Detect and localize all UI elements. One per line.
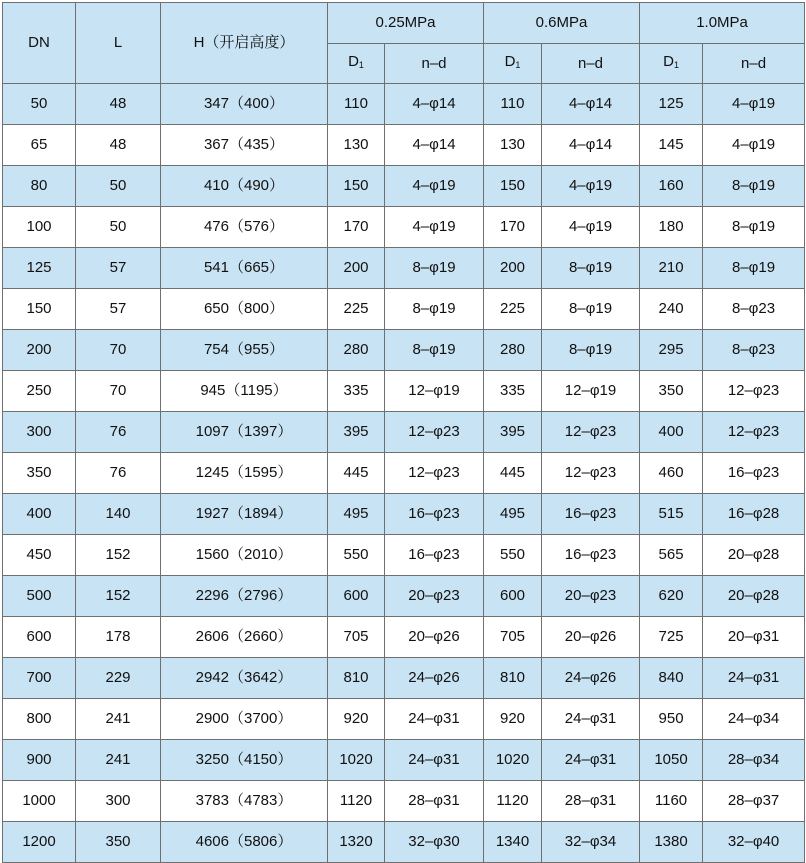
cell-l: 152 xyxy=(76,535,161,576)
header-d1 xyxy=(328,44,385,84)
cell-d1-10: 950 xyxy=(640,699,703,740)
dimension-table xyxy=(2,2,805,863)
cell-h: 2296（2796） xyxy=(161,576,328,617)
table-body xyxy=(3,84,805,863)
header-d1-subscript: 1 xyxy=(673,60,679,70)
cell-nd-06: 4–φ19 xyxy=(542,207,640,248)
header-group-0-6mpa: 0.6MPa xyxy=(484,3,640,44)
cell-nd-06: 4–φ14 xyxy=(542,125,640,166)
cell-d1-06: 200 xyxy=(484,248,542,289)
cell-dn: 100 xyxy=(3,207,76,248)
cell-nd-025: 20–φ26 xyxy=(385,617,484,658)
cell-l: 48 xyxy=(76,125,161,166)
cell-d1-06: 705 xyxy=(484,617,542,658)
cell-d1-10: 180 xyxy=(640,207,703,248)
cell-nd-10: 20–φ28 xyxy=(703,576,805,617)
cell-dn: 1000 xyxy=(3,781,76,822)
cell-h: 1927（1894） xyxy=(161,494,328,535)
table-header xyxy=(3,3,805,84)
cell-d1-06: 280 xyxy=(484,330,542,371)
cell-nd-025: 8–φ19 xyxy=(385,248,484,289)
header-d1-main: D xyxy=(663,53,674,70)
cell-h: 945（1195） xyxy=(161,371,328,412)
cell-nd-025: 4–φ19 xyxy=(385,207,484,248)
cell-d1-025: 395 xyxy=(328,412,385,453)
cell-dn: 65 xyxy=(3,125,76,166)
cell-nd-06: 24–φ31 xyxy=(542,699,640,740)
cell-d1-025: 335 xyxy=(328,371,385,412)
cell-nd-10: 4–φ19 xyxy=(703,125,805,166)
cell-nd-10: 8–φ19 xyxy=(703,166,805,207)
header-d1-main: D xyxy=(504,53,516,70)
table-row xyxy=(3,166,805,207)
cell-d1-025: 1020 xyxy=(328,740,385,781)
cell-dn: 400 xyxy=(3,494,76,535)
cell-d1-06: 225 xyxy=(484,289,542,330)
table-row xyxy=(3,330,805,371)
cell-nd-06: 24–φ31 xyxy=(542,740,640,781)
table-row xyxy=(3,248,805,289)
cell-nd-025: 28–φ31 xyxy=(385,781,484,822)
cell-d1-10: 515 xyxy=(640,494,703,535)
cell-nd-025: 12–φ23 xyxy=(385,412,484,453)
cell-dn: 600 xyxy=(3,617,76,658)
cell-l: 57 xyxy=(76,248,161,289)
cell-d1-06: 395 xyxy=(484,412,542,453)
cell-d1-10: 240 xyxy=(640,289,703,330)
table-row xyxy=(3,781,805,822)
table-row xyxy=(3,453,805,494)
cell-h: 650（800） xyxy=(161,289,328,330)
header-group-1-0mpa: 1.0MPa xyxy=(640,3,805,44)
cell-nd-06: 28–φ31 xyxy=(542,781,640,822)
cell-l: 70 xyxy=(76,371,161,412)
cell-d1-025: 810 xyxy=(328,658,385,699)
cell-l: 152 xyxy=(76,576,161,617)
cell-nd-10: 8–φ23 xyxy=(703,330,805,371)
cell-nd-025: 32–φ30 xyxy=(385,822,484,863)
cell-dn: 450 xyxy=(3,535,76,576)
table-row xyxy=(3,207,805,248)
cell-nd-025: 8–φ19 xyxy=(385,289,484,330)
cell-nd-025: 16–φ23 xyxy=(385,494,484,535)
cell-dn: 80 xyxy=(3,166,76,207)
cell-d1-10: 460 xyxy=(640,453,703,494)
cell-dn: 125 xyxy=(3,248,76,289)
table-row xyxy=(3,494,805,535)
cell-dn: 500 xyxy=(3,576,76,617)
cell-nd-06: 12–φ23 xyxy=(542,412,640,453)
cell-d1-10: 620 xyxy=(640,576,703,617)
cell-d1-10: 350 xyxy=(640,371,703,412)
cell-dn: 300 xyxy=(3,412,76,453)
header-d1-subscript: 1 xyxy=(515,60,521,70)
cell-dn: 200 xyxy=(3,330,76,371)
cell-d1-025: 920 xyxy=(328,699,385,740)
cell-nd-10: 4–φ19 xyxy=(703,84,805,125)
header-h: H（开启高度） xyxy=(161,3,328,84)
cell-l: 241 xyxy=(76,699,161,740)
cell-nd-06: 20–φ23 xyxy=(542,576,640,617)
cell-d1-06: 110 xyxy=(484,84,542,125)
cell-nd-06: 20–φ26 xyxy=(542,617,640,658)
cell-d1-06: 810 xyxy=(484,658,542,699)
cell-h: 4606（5806） xyxy=(161,822,328,863)
cell-nd-025: 16–φ23 xyxy=(385,535,484,576)
cell-d1-10: 840 xyxy=(640,658,703,699)
cell-l: 178 xyxy=(76,617,161,658)
cell-d1-10: 1160 xyxy=(640,781,703,822)
cell-nd-025: 12–φ23 xyxy=(385,453,484,494)
cell-nd-10: 20–φ31 xyxy=(703,617,805,658)
cell-dn: 700 xyxy=(3,658,76,699)
cell-l: 50 xyxy=(76,207,161,248)
table-row xyxy=(3,371,805,412)
header-d1-main: D xyxy=(348,53,359,70)
cell-l: 350 xyxy=(76,822,161,863)
header-l: L xyxy=(76,3,161,84)
header-group-0-25mpa: 0.25MPa xyxy=(328,3,484,44)
cell-h: 541（665） xyxy=(161,248,328,289)
cell-nd-10: 8–φ19 xyxy=(703,248,805,289)
cell-l: 70 xyxy=(76,330,161,371)
cell-l: 48 xyxy=(76,84,161,125)
table-row xyxy=(3,289,805,330)
cell-nd-06: 16–φ23 xyxy=(542,494,640,535)
header-d1-subscript: 1 xyxy=(358,60,364,70)
cell-d1-10: 295 xyxy=(640,330,703,371)
cell-d1-06: 1340 xyxy=(484,822,542,863)
cell-d1-10: 1050 xyxy=(640,740,703,781)
table-row xyxy=(3,740,805,781)
cell-dn: 900 xyxy=(3,740,76,781)
cell-nd-06: 4–φ14 xyxy=(542,84,640,125)
cell-nd-06: 8–φ19 xyxy=(542,289,640,330)
cell-nd-10: 20–φ28 xyxy=(703,535,805,576)
cell-dn: 50 xyxy=(3,84,76,125)
table-row xyxy=(3,412,805,453)
cell-d1-025: 150 xyxy=(328,166,385,207)
cell-d1-06: 170 xyxy=(484,207,542,248)
cell-dn: 1200 xyxy=(3,822,76,863)
cell-l: 50 xyxy=(76,166,161,207)
header-row-top xyxy=(3,3,805,44)
cell-d1-025: 495 xyxy=(328,494,385,535)
cell-nd-06: 4–φ19 xyxy=(542,166,640,207)
cell-nd-06: 8–φ19 xyxy=(542,248,640,289)
header-nd: n–d xyxy=(703,44,805,84)
cell-d1-025: 130 xyxy=(328,125,385,166)
cell-d1-025: 445 xyxy=(328,453,385,494)
cell-nd-025: 24–φ26 xyxy=(385,658,484,699)
cell-l: 76 xyxy=(76,412,161,453)
cell-h: 754（955） xyxy=(161,330,328,371)
cell-nd-06: 8–φ19 xyxy=(542,330,640,371)
cell-d1-06: 445 xyxy=(484,453,542,494)
cell-nd-10: 8–φ23 xyxy=(703,289,805,330)
cell-d1-06: 495 xyxy=(484,494,542,535)
cell-d1-10: 1380 xyxy=(640,822,703,863)
cell-h: 410（490） xyxy=(161,166,328,207)
cell-dn: 800 xyxy=(3,699,76,740)
cell-dn: 250 xyxy=(3,371,76,412)
cell-h: 3783（4783） xyxy=(161,781,328,822)
cell-dn: 150 xyxy=(3,289,76,330)
table-row xyxy=(3,658,805,699)
cell-nd-10: 24–φ31 xyxy=(703,658,805,699)
cell-nd-06: 16–φ23 xyxy=(542,535,640,576)
cell-d1-10: 145 xyxy=(640,125,703,166)
cell-d1-025: 200 xyxy=(328,248,385,289)
cell-nd-025: 4–φ19 xyxy=(385,166,484,207)
cell-nd-10: 16–φ23 xyxy=(703,453,805,494)
cell-nd-06: 24–φ26 xyxy=(542,658,640,699)
table-row xyxy=(3,535,805,576)
cell-d1-06: 335 xyxy=(484,371,542,412)
cell-h: 3250（4150） xyxy=(161,740,328,781)
cell-d1-10: 400 xyxy=(640,412,703,453)
table-row xyxy=(3,822,805,863)
cell-d1-025: 280 xyxy=(328,330,385,371)
cell-h: 2900（3700） xyxy=(161,699,328,740)
cell-d1-06: 600 xyxy=(484,576,542,617)
cell-d1-06: 150 xyxy=(484,166,542,207)
cell-nd-025: 20–φ23 xyxy=(385,576,484,617)
cell-h: 476（576） xyxy=(161,207,328,248)
dimension-table-sheet xyxy=(2,2,805,863)
cell-d1-025: 225 xyxy=(328,289,385,330)
cell-h: 367（435） xyxy=(161,125,328,166)
cell-h: 1560（2010） xyxy=(161,535,328,576)
cell-d1-10: 125 xyxy=(640,84,703,125)
cell-h: 2942（3642） xyxy=(161,658,328,699)
cell-nd-025: 24–φ31 xyxy=(385,740,484,781)
table-row xyxy=(3,125,805,166)
cell-h: 1245（1595） xyxy=(161,453,328,494)
cell-d1-025: 170 xyxy=(328,207,385,248)
header-nd: n–d xyxy=(385,44,484,84)
cell-l: 300 xyxy=(76,781,161,822)
cell-nd-10: 12–φ23 xyxy=(703,412,805,453)
cell-d1-06: 1020 xyxy=(484,740,542,781)
cell-dn: 350 xyxy=(3,453,76,494)
cell-d1-06: 1120 xyxy=(484,781,542,822)
header-dn: DN xyxy=(3,3,76,84)
cell-d1-10: 565 xyxy=(640,535,703,576)
cell-l: 241 xyxy=(76,740,161,781)
cell-nd-025: 4–φ14 xyxy=(385,84,484,125)
cell-nd-10: 16–φ28 xyxy=(703,494,805,535)
cell-d1-06: 920 xyxy=(484,699,542,740)
cell-nd-10: 8–φ19 xyxy=(703,207,805,248)
cell-d1-10: 725 xyxy=(640,617,703,658)
cell-nd-025: 12–φ19 xyxy=(385,371,484,412)
cell-nd-025: 24–φ31 xyxy=(385,699,484,740)
cell-nd-10: 28–φ37 xyxy=(703,781,805,822)
cell-h: 1097（1397） xyxy=(161,412,328,453)
cell-h: 2606（2660） xyxy=(161,617,328,658)
cell-l: 229 xyxy=(76,658,161,699)
cell-d1-10: 160 xyxy=(640,166,703,207)
cell-nd-06: 12–φ19 xyxy=(542,371,640,412)
cell-d1-025: 705 xyxy=(328,617,385,658)
cell-nd-10: 32–φ40 xyxy=(703,822,805,863)
cell-nd-06: 32–φ34 xyxy=(542,822,640,863)
cell-d1-10: 210 xyxy=(640,248,703,289)
cell-d1-025: 1320 xyxy=(328,822,385,863)
header-d1 xyxy=(484,44,542,84)
cell-d1-025: 110 xyxy=(328,84,385,125)
table-row xyxy=(3,617,805,658)
cell-nd-10: 12–φ23 xyxy=(703,371,805,412)
cell-l: 76 xyxy=(76,453,161,494)
cell-nd-025: 4–φ14 xyxy=(385,125,484,166)
cell-d1-025: 600 xyxy=(328,576,385,617)
table-row xyxy=(3,576,805,617)
cell-nd-10: 28–φ34 xyxy=(703,740,805,781)
cell-d1-06: 130 xyxy=(484,125,542,166)
cell-nd-025: 8–φ19 xyxy=(385,330,484,371)
cell-d1-06: 550 xyxy=(484,535,542,576)
table-row xyxy=(3,699,805,740)
cell-nd-10: 24–φ34 xyxy=(703,699,805,740)
cell-d1-025: 550 xyxy=(328,535,385,576)
cell-l: 57 xyxy=(76,289,161,330)
header-nd: n–d xyxy=(542,44,640,84)
cell-d1-025: 1120 xyxy=(328,781,385,822)
header-d1 xyxy=(640,44,703,84)
table-row xyxy=(3,84,805,125)
cell-nd-06: 12–φ23 xyxy=(542,453,640,494)
cell-l: 140 xyxy=(76,494,161,535)
cell-h: 347（400） xyxy=(161,84,328,125)
